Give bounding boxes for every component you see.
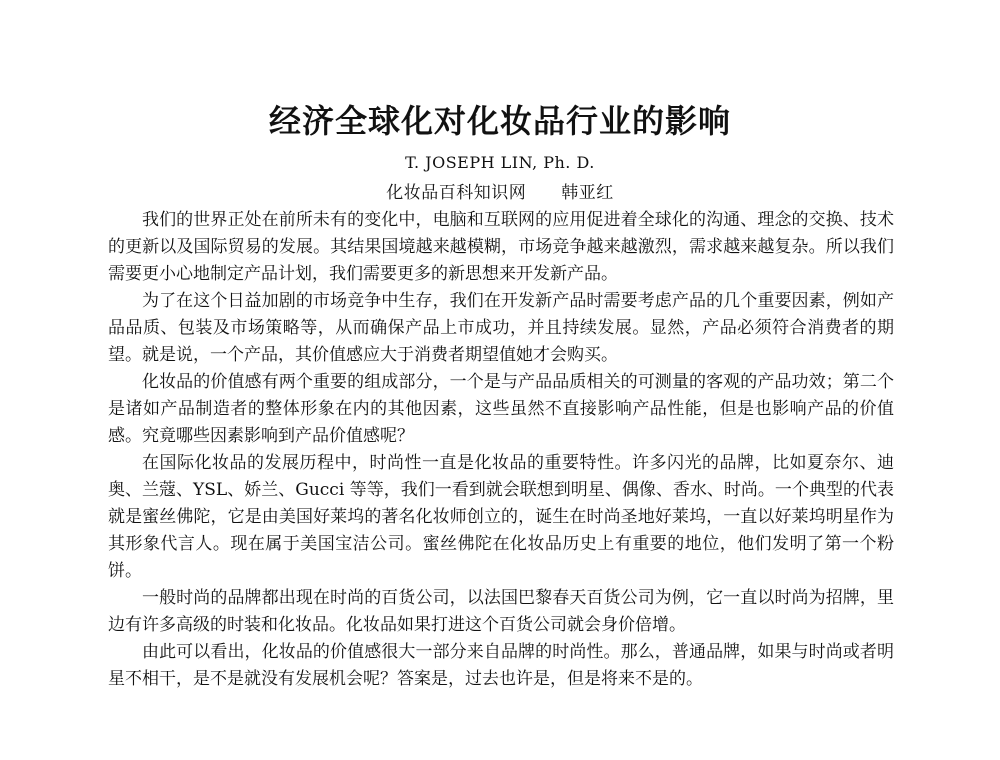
paragraph-4: 在国际化妆品的发展历程中，时尚性一直是化妆品的重要特性。许多闪光的品牌，比如夏奈尔、迪奥、兰蔻、YSL、娇兰、Gucci 等等，我们一看到就会联想到明星、偶像、香水、时尚。一个典型的代表就是蜜丝佛陀，它是由美国好莱坞的著名化妆师创立的，诞生在时尚圣地好莱坞，一直以好莱坞明星作为其形象代言人。现在属于美国宝洁公司。蜜丝佛陀在化妆品历史上有重要的地位，他们发明了第一个粉饼。	[108, 453, 894, 581]
paragraph-3: 化妆品的价值感有两个重要的组成部分，一个是与产品品质相关的可测量的客观的产品功效；第二个是诸如产品制造者的整体形象在内的其他因素，这些虽然不直接影响产品性能，但是也影响产品的价值感。究竟哪些因素影响到产品价值感呢？	[108, 372, 894, 446]
paragraph-1: 我们的世界正处在前所未有的变化中，电脑和互联网的应用促进着全球化的沟通、理念的交换、技术的更新以及国际贸易的发展。其结果国境越来越模糊，市场竞争越来越激烈，需求越来越复杂。所以我们需要更小心地制定产品计划，我们需要更多的新思想来开发新产品。	[108, 210, 894, 284]
article-affiliation: 化妆品百科知识网 韩亚红	[386, 183, 614, 203]
article-title: 经济全球化对化妆品行业的影响	[268, 102, 731, 140]
paragraph-2: 为了在这个日益加剧的市场竞争中生存，我们在开发新产品时需要考虑产品的几个重要因素，例如产品品质、包装及市场策略等，从而确保产品上市成功，并且持续发展。显然，产品必须符合消费者的期望。就是说，一个产品，其价值感应大于消费者期望值她才会购买。	[108, 291, 894, 365]
article-author: T. JOSEPH LIN, Ph. D.	[405, 153, 595, 172]
paragraph-5: 一般时尚的品牌都出现在时尚的百货公司，以法国巴黎春天百货公司为例，它一直以时尚为招牌，里边有许多高级的时装和化妆品。化妆品如果打进这个百货公司就会身价倍增。	[108, 588, 894, 635]
article-body	[108, 207, 894, 693]
paragraph-6: 由此可以看出，化妆品的价值感很大一部分来自品牌的时尚性。那么，普通品牌，如果与时尚或者明星不相干，是不是就没有发展机会呢？答案是，过去也许是，但是将来不是的。	[108, 642, 894, 689]
